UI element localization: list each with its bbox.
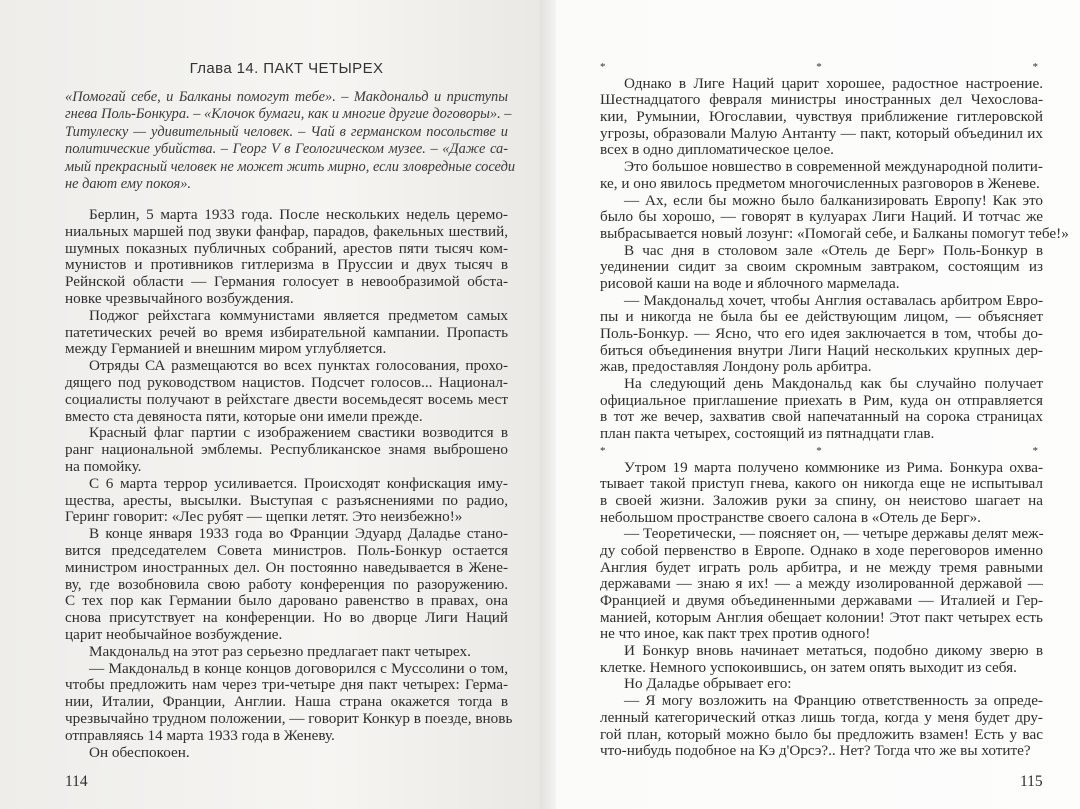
page-number-left: 114 (65, 773, 88, 790)
paragraph-line: С 6 марта террор усиливается. Происходят конфискация иму- (89, 474, 508, 492)
paragraph-line: Поджог рейхстага коммунистами является предметом самых (89, 306, 508, 324)
chapter-epigraph (65, 89, 516, 193)
paragraph-line: шумных показных публичных собраний, арестов пяти тысяч ком- (65, 239, 508, 257)
paragraph-line: державами — знаю я их! — а между изолированной державой — (600, 575, 1043, 593)
paragraph-line: Поль-Бонкур. — Ясно, что его идея заключается в том, чтобы до- (600, 325, 1043, 342)
paragraph-line: небольшом пространстве своего салона в «Отель де Берг». (600, 508, 981, 526)
paragraph-line: С тех пор как Германии было даровано равенство в правах, она (65, 592, 508, 610)
paragraph-line: На следующий день Макдональд как бы случайно получает (624, 375, 1043, 393)
paragraph-line: Берлин, 5 марта 1933 года. После нескольких недель церемо- (89, 206, 508, 223)
paragraph-line: Однако в Лиге Наций царит хорошее, радостное настроение. (624, 74, 1043, 92)
epigraph-line: Титулеску — удивительный человек. – Чай в германском посольстве и (65, 123, 508, 140)
epigraph-line: гнева Поль-Бонкура. – «Клочок бумаги, как и многие другие договоры». – (65, 106, 512, 123)
left-page-body (65, 206, 513, 761)
epigraph-line: не дают ему покоя». (65, 175, 191, 192)
paragraph-line: всех в одно дипломатическое целое. (600, 141, 834, 159)
paragraph-line: вместо ста девяноста пяти, которые они имели прежде. (65, 407, 423, 425)
paragraph-line: И Бонкур вновь начинает метаться, подобно дикому зверю в (624, 642, 1043, 660)
paragraph-line: Геринг говорит: «Лес рубят — щепки летят. Это неизбежно!» (65, 508, 463, 526)
right-page-body (600, 59, 1069, 760)
paragraph-line: — Теоретически, — поясняет он, — четыре державы делят меж- (624, 525, 1044, 543)
paragraph-line: В час дня в столовом зале «Отель де Берг» Поль-Бонкур в (624, 241, 1043, 259)
paragraph-line: ву, где возобновила свою работу конференция по разоружению. (65, 575, 508, 593)
paragraph-line: клетке. Немного успокоившись, он затем опять выходит из себя. (600, 658, 1017, 676)
paragraph-line: тывает такой приступ гнева, какого он никогда еще не испытывал (600, 475, 1043, 493)
paragraph-line: официальное приглашение приехать в Рим, куда он отправляется (600, 391, 1043, 409)
paragraph-line: — Ах, если бы можно было балканизировать Европу! Как это (624, 191, 1043, 209)
paragraph-line: социалисты получают в рейхстаге двести восемьдесят восемь мест (65, 390, 508, 408)
paragraph-line: ниальных маршей под звуки фанфар, парадов, факельных шествий, (65, 222, 508, 240)
paragraph-line: жав, предоставляя Лондону роль арбитра. (600, 358, 872, 376)
paragraph-line: — Макдональд в конце концов договорился с Муссолини о том, (89, 659, 508, 677)
paragraph-line: щества, аресты, высылки. Выступая с разъяснениями по радио, (65, 491, 508, 509)
paragraph-line: — Макдональд хочет, чтобы Англия оставалась арбитром Евро- (624, 291, 1043, 309)
paragraph-line: патетических речей во время избирательной кампании. Пропасть (65, 323, 508, 341)
paragraph-line: уединении сидит за своим скромным завтраком, состоящим из (600, 258, 1043, 276)
paragraph-line: нии, Италии, Франции, Англии. Наша страна окажется тогда в (65, 693, 508, 711)
paragraph-line: новке чрезвычайного возбуждения. (65, 289, 294, 307)
paragraph-line: в тот же вечер, захватив свой напечатанный на сорока страницах (600, 408, 1043, 426)
paragraph-line: ленный категорический отказ лишь тогда, когда у меня будет дру- (600, 708, 1043, 726)
epigraph-line: мый прекрасный человек не может жить мирно, если зловредные соседи (65, 158, 516, 175)
paragraph-line: Макдональд на этот раз серьезно предлагает пакт четырех. (89, 642, 471, 660)
paragraph-line: Англия будет играть роль арбитра, и не между тремя равными (600, 558, 1043, 576)
paragraph-line: было бы хорошо, — говорят в кулуарах Лиги Наций. И тотчас же (600, 208, 1043, 226)
paragraph-line: дящего под руководством нацистов. Подсчет голосов... Национал- (65, 373, 508, 391)
paragraph-line: отправляясь 14 марта 1933 года в Женеву. (65, 726, 335, 744)
paragraph-line: манией, которым Англия обещает колонии! Этот пакт четырех есть (600, 608, 1043, 626)
paragraph-line: что-нибудь подобное на Кэ д'Орсэ?.. Нет? Тогда что же вы хотите? (600, 742, 1031, 760)
paragraph-line: Он обеспокоен. (89, 743, 190, 761)
paragraph-line: Это большое новшество в современной международной полити- (624, 158, 1043, 176)
paragraph-line: биться объединения внутри Лиги Наций нескольких крупных дер- (600, 341, 1043, 359)
paragraph-line: план пакта четырех, состоящий из пятнадцати глав. (600, 425, 935, 443)
paragraph-line: царит необычайное возбуждение. (65, 625, 283, 643)
paragraph-line: угрозы, образовали Малую Антанту — пакт, который объединил их (600, 124, 1043, 142)
page-number-right: 115 (1020, 773, 1043, 790)
paragraph-line: Францией и двумя объединенными державами — Италией и Гер- (600, 592, 1043, 609)
paragraph-line: Красный флаг партии с изображением свастики возводится в (89, 424, 508, 442)
paragraph-line: между Германией и внешним миром углубляется. (65, 340, 387, 358)
paragraph-line: Утром 19 марта получено коммюнике из Рима. Бонкура охва- (624, 458, 1043, 476)
paragraph-line: чтобы предложить нам через три-четыре дня пакт четырех: Герма- (65, 676, 508, 694)
paragraph-line: рисовой каши на воде и яблочного мармелада. (600, 274, 900, 292)
section-separator: * * * (600, 61, 1043, 73)
paragraph-line: на помойку. (65, 457, 142, 475)
epigraph-line: «Помогай себе, и Балканы помогут тебе». – Макдональд и приступы (65, 89, 508, 105)
paragraph-line: мунистов и противников гитлеризма в Пруссии и двух тысяч в (65, 256, 508, 274)
chapter-heading: Глава 14. ПАКТ ЧЕТЫРЕХ (189, 60, 384, 77)
paragraph-line: гой план, который можно было бы предложить взамен! Есть у вас (600, 725, 1043, 743)
paragraph-line: министром иностранных дел. Он постоянно наведывается в Жене- (65, 558, 508, 576)
paragraph-line: в своей жизни. Заложив руки за спину, он неистово шагает на (600, 491, 1043, 509)
paragraph-line: кии, Румынии, Югославии, чувствуя приближение гитлеровской (600, 108, 1043, 126)
paragraph-line: Отряды СА размещаются во всех пунктах голосования, прохо- (89, 357, 508, 375)
paragraph-line: В конце января 1933 года во Франции Эдуард Даладье стано- (89, 525, 508, 543)
paragraph-line: Рейнской области — Германия голосует в невообразимой обста- (65, 273, 508, 291)
paragraph-line: вится председателем Совета министров. Поль-Бонкур остается (65, 541, 508, 559)
paragraph-line: выбрасывается новый лозунг: «Помогай себе, и Балканы помогут тебе!» (600, 224, 1069, 242)
paragraph-line: ду собой первенство в Европе. Однако в ходе переговоров именно (600, 541, 1043, 559)
paragraph-line: пы и никогда не была бы ее действующим лицом, — объясняет (600, 308, 1043, 326)
paragraph-line: Шестнадцатого февраля министры иностранных дел Чехослова- (600, 91, 1043, 109)
epigraph-line: политические убийства. – Георг V в Геологическом музее. – «Даже са- (65, 141, 508, 158)
paragraph-line: Но Даладье обрывает его: (624, 675, 792, 693)
paragraph-line: ранг национальной эмблемы. Республиканское знамя выброшено (65, 441, 508, 459)
paragraph-line: не что иное, как пакт трех против одного! (600, 625, 871, 643)
paragraph-line: снова присутствует на конференции. Но во дворце Лиги Наций (65, 609, 508, 627)
paragraph-line: ке, и оно явилось предметом многочисленных разговоров в Женеве. (600, 174, 1040, 192)
section-separator: * * * (600, 444, 1043, 457)
paragraph-line: — Я могу возложить на Францию ответственность за опреде- (624, 692, 1043, 710)
paragraph-line: чрезвычайно трудном положении, — говорит Конкур в поезде, вновь (65, 709, 513, 727)
